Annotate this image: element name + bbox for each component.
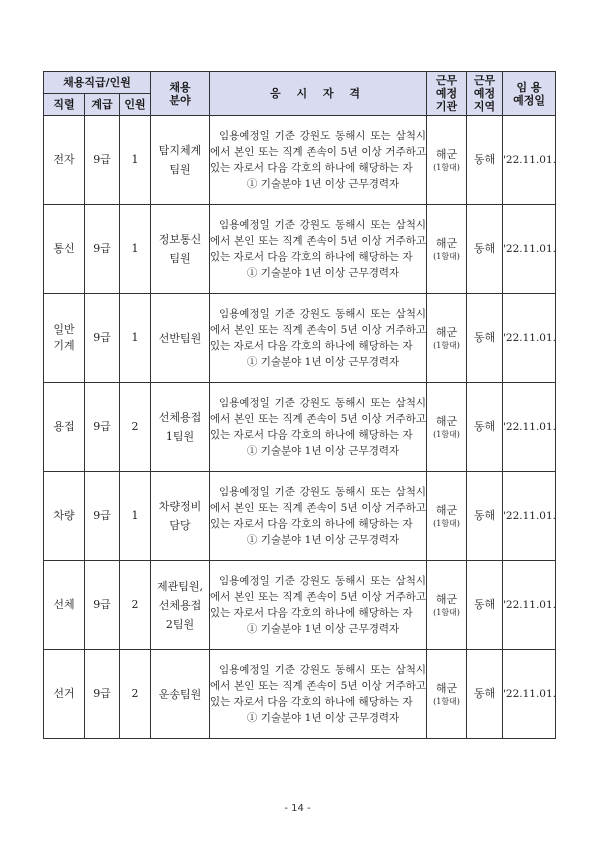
qualification-item: ① 기술분야 1년 이상 근무경력자	[246, 178, 400, 190]
count-cell: 1	[120, 205, 151, 294]
header-job: 직렬	[44, 94, 85, 116]
header-count: 인원	[120, 94, 151, 116]
qualification-cell	[210, 116, 427, 205]
date-cell: '22.11.01.	[503, 205, 556, 294]
qualification-cell	[210, 205, 427, 294]
table-row	[44, 205, 556, 294]
agency-name: 해군	[435, 415, 458, 428]
grade-cell: 9급	[85, 561, 120, 650]
qualification-cell	[210, 472, 427, 561]
qualification-cell	[210, 561, 427, 650]
qualification-text: 임용예정일 기준 강원도 동해시 또는 삼척시에서 본인 또는 직계 존속이 5년 이상 거주하고 있는 자로서 다음 각호의 하나에 해당하는 자	[210, 575, 427, 619]
agency-name: 해군	[435, 326, 458, 339]
field-cell: 운송팀원	[151, 650, 210, 739]
agency-unit: (1함대)	[433, 341, 460, 350]
field-cell: 선체용접 1팀원	[151, 383, 210, 472]
qualification-text: 임용예정일 기준 강원도 동해시 또는 삼척시에서 본인 또는 직계 존속이 5년 이상 거주하고 있는 자로서 다음 각호의 하나에 해당하는 자	[210, 219, 427, 263]
job-cell: 일반 기계	[44, 294, 85, 383]
job-cell: 선거	[44, 650, 85, 739]
field-cell: 탐지체계 팀원	[151, 116, 210, 205]
table-row	[44, 116, 556, 205]
region-cell: 동해	[467, 294, 503, 383]
table-body	[44, 116, 556, 739]
count-cell: 2	[120, 561, 151, 650]
table-row	[44, 294, 556, 383]
qualification-text: 임용예정일 기준 강원도 동해시 또는 삼척시에서 본인 또는 직계 존속이 5년 이상 거주하고 있는 자로서 다음 각호의 하나에 해당하는 자	[210, 308, 427, 352]
table-row	[44, 383, 556, 472]
grade-cell: 9급	[85, 205, 120, 294]
qualification-item: ① 기술분야 1년 이상 근무경력자	[246, 445, 400, 457]
page-number: - 14 -	[284, 803, 311, 814]
table-row	[44, 650, 556, 739]
grade-cell: 9급	[85, 294, 120, 383]
region-cell: 동해	[467, 650, 503, 739]
agency-cell	[427, 472, 467, 561]
qualification-item: ① 기술분야 1년 이상 근무경력자	[246, 623, 400, 635]
job-cell: 선체	[44, 561, 85, 650]
recruitment-table	[43, 71, 556, 739]
field-cell: 선반팀원	[151, 294, 210, 383]
qualification-item: ① 기술분야 1년 이상 근무경력자	[246, 356, 400, 368]
count-cell: 2	[120, 650, 151, 739]
header-date: 임 용 예정일	[503, 72, 556, 116]
agency-cell	[427, 205, 467, 294]
job-cell: 차량	[44, 472, 85, 561]
header-field: 채용 분야	[151, 72, 210, 116]
agency-name: 해군	[435, 237, 458, 250]
count-cell: 2	[120, 383, 151, 472]
date-cell: '22.11.01.	[503, 472, 556, 561]
agency-name: 해군	[435, 148, 458, 161]
agency-unit: (1함대)	[433, 608, 460, 617]
date-cell: '22.11.01.	[503, 650, 556, 739]
agency-cell	[427, 383, 467, 472]
grade-cell: 9급	[85, 472, 120, 561]
job-cell: 전자	[44, 116, 85, 205]
qualification-text: 임용예정일 기준 강원도 동해시 또는 삼척시에서 본인 또는 직계 존속이 5년 이상 거주하고 있는 자로서 다음 각호의 하나에 해당하는 자	[210, 486, 427, 530]
qualification-cell	[210, 383, 427, 472]
agency-name: 해군	[435, 593, 458, 606]
region-cell: 동해	[467, 561, 503, 650]
agency-unit: (1함대)	[433, 252, 460, 261]
region-cell: 동해	[467, 472, 503, 561]
agency-cell	[427, 561, 467, 650]
qualification-cell	[210, 650, 427, 739]
agency-cell	[427, 650, 467, 739]
region-cell: 동해	[467, 205, 503, 294]
qualification-cell	[210, 294, 427, 383]
agency-cell	[427, 116, 467, 205]
grade-cell: 9급	[85, 650, 120, 739]
agency-unit: (1함대)	[433, 163, 460, 172]
grade-cell: 9급	[85, 383, 120, 472]
date-cell: '22.11.01.	[503, 383, 556, 472]
field-cell: 제관팀원, 선체용접 2팀원	[151, 561, 210, 650]
count-cell: 1	[120, 472, 151, 561]
agency-name: 해군	[435, 682, 458, 695]
table-row	[44, 561, 556, 650]
qualification-item: ① 기술분야 1년 이상 근무경력자	[246, 534, 400, 546]
field-cell: 정보통신 팀원	[151, 205, 210, 294]
qualification-text: 임용예정일 기준 강원도 동해시 또는 삼척시에서 본인 또는 직계 존속이 5년 이상 거주하고 있는 자로서 다음 각호의 하나에 해당하는 자	[210, 130, 427, 174]
header-agency: 근무 예정 기관	[427, 72, 467, 116]
table-row	[44, 472, 556, 561]
job-cell: 용접	[44, 383, 85, 472]
header-position-group: 채용직급/인원	[44, 72, 151, 94]
qualification-item: ① 기술분야 1년 이상 근무경력자	[246, 712, 400, 724]
region-cell: 동해	[467, 383, 503, 472]
field-cell: 차량정비 담당	[151, 472, 210, 561]
job-cell: 통신	[44, 205, 85, 294]
date-cell: '22.11.01.	[503, 294, 556, 383]
count-cell: 1	[120, 116, 151, 205]
qualification-text: 임용예정일 기준 강원도 동해시 또는 삼척시에서 본인 또는 직계 존속이 5년 이상 거주하고 있는 자로서 다음 각호의 하나에 해당하는 자	[210, 664, 427, 708]
qualification-item: ① 기술분야 1년 이상 근무경력자	[246, 267, 400, 279]
agency-unit: (1함대)	[433, 697, 460, 706]
date-cell: '22.11.01.	[503, 116, 556, 205]
grade-cell: 9급	[85, 116, 120, 205]
agency-unit: (1함대)	[433, 519, 460, 528]
header-region: 근무 예정 지역	[467, 72, 503, 116]
agency-unit: (1함대)	[433, 430, 460, 439]
qualification-text: 임용예정일 기준 강원도 동해시 또는 삼척시에서 본인 또는 직계 존속이 5년 이상 거주하고 있는 자로서 다음 각호의 하나에 해당하는 자	[210, 397, 427, 441]
agency-cell	[427, 294, 467, 383]
header-qualification: 응 시 자 격	[210, 72, 427, 116]
count-cell: 1	[120, 294, 151, 383]
region-cell: 동해	[467, 116, 503, 205]
header-grade: 계급	[85, 94, 120, 116]
date-cell: '22.11.01.	[503, 561, 556, 650]
agency-name: 해군	[435, 504, 458, 517]
